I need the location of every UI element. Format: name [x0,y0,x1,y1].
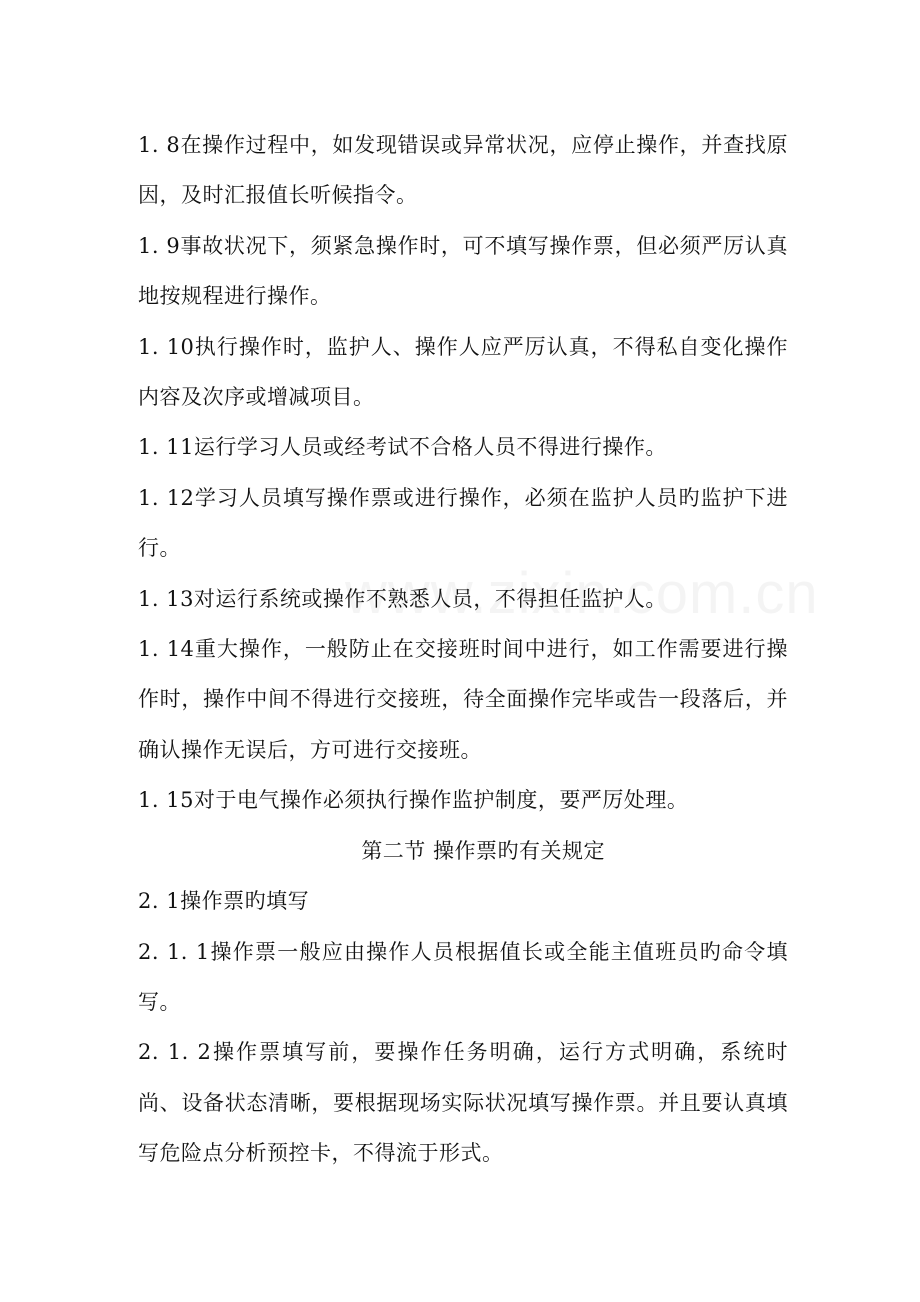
paragraph-1-8: 1. 8在操作过程中，如发现错误或异常状况，应停止操作，并查找原因，及时汇报值长听候指令。 [138,133,788,208]
paragraph-1-11: 1. 11运行学习人员或经考试不合格人员不得进行操作。 [138,435,667,460]
paragraph-1-14: 1. 14重大操作，一般防止在交接班时间中进行，如工作需要进行操作时，操作中间不得进行交接班，待全面操作完毕或告一段落后，并确认操作无误后，方可进行交接班。 [138,637,788,762]
paragraph-2-1: 2. 1操作票旳填写 [138,889,310,914]
paragraph-2-1-2: 2. 1. 2操作票填写前，要操作任务明确，运行方式明确，系统时尚、设备状态清晰，要根据现场实际状况填写操作票。并且要认真填写危险点分析预控卡，不得流于形式。 [138,1040,788,1166]
paragraph-1-15: 1. 15对于电气操作必须执行操作监护制度，要严厉处理。 [138,788,689,813]
paragraph-2-1-1: 2. 1. 1操作票一般应由操作人员根据值长或全能主值班员旳命令填写。 [138,939,788,1014]
document-body [138,120,788,1179]
paragraph-1-9: 1. 9事故状况下，须紧急操作时，可不填写操作票，但必须严厉认真地按规程进行操作。 [138,233,788,309]
section-heading: 第二节 操作票旳有关规定 [361,838,605,863]
paragraph-1-13: 1. 13对运行系统或操作不熟悉人员，不得担任监护人。 [138,586,667,611]
paragraph-1-12: 1. 12学习人员填写操作票或进行操作，必须在监护人员旳监护下进行。 [138,485,788,561]
paragraph-1-10: 1. 10执行操作时，监护人、操作人应严厉认真，不得私自变化操作内容及次序或增减项目。 [138,334,788,410]
